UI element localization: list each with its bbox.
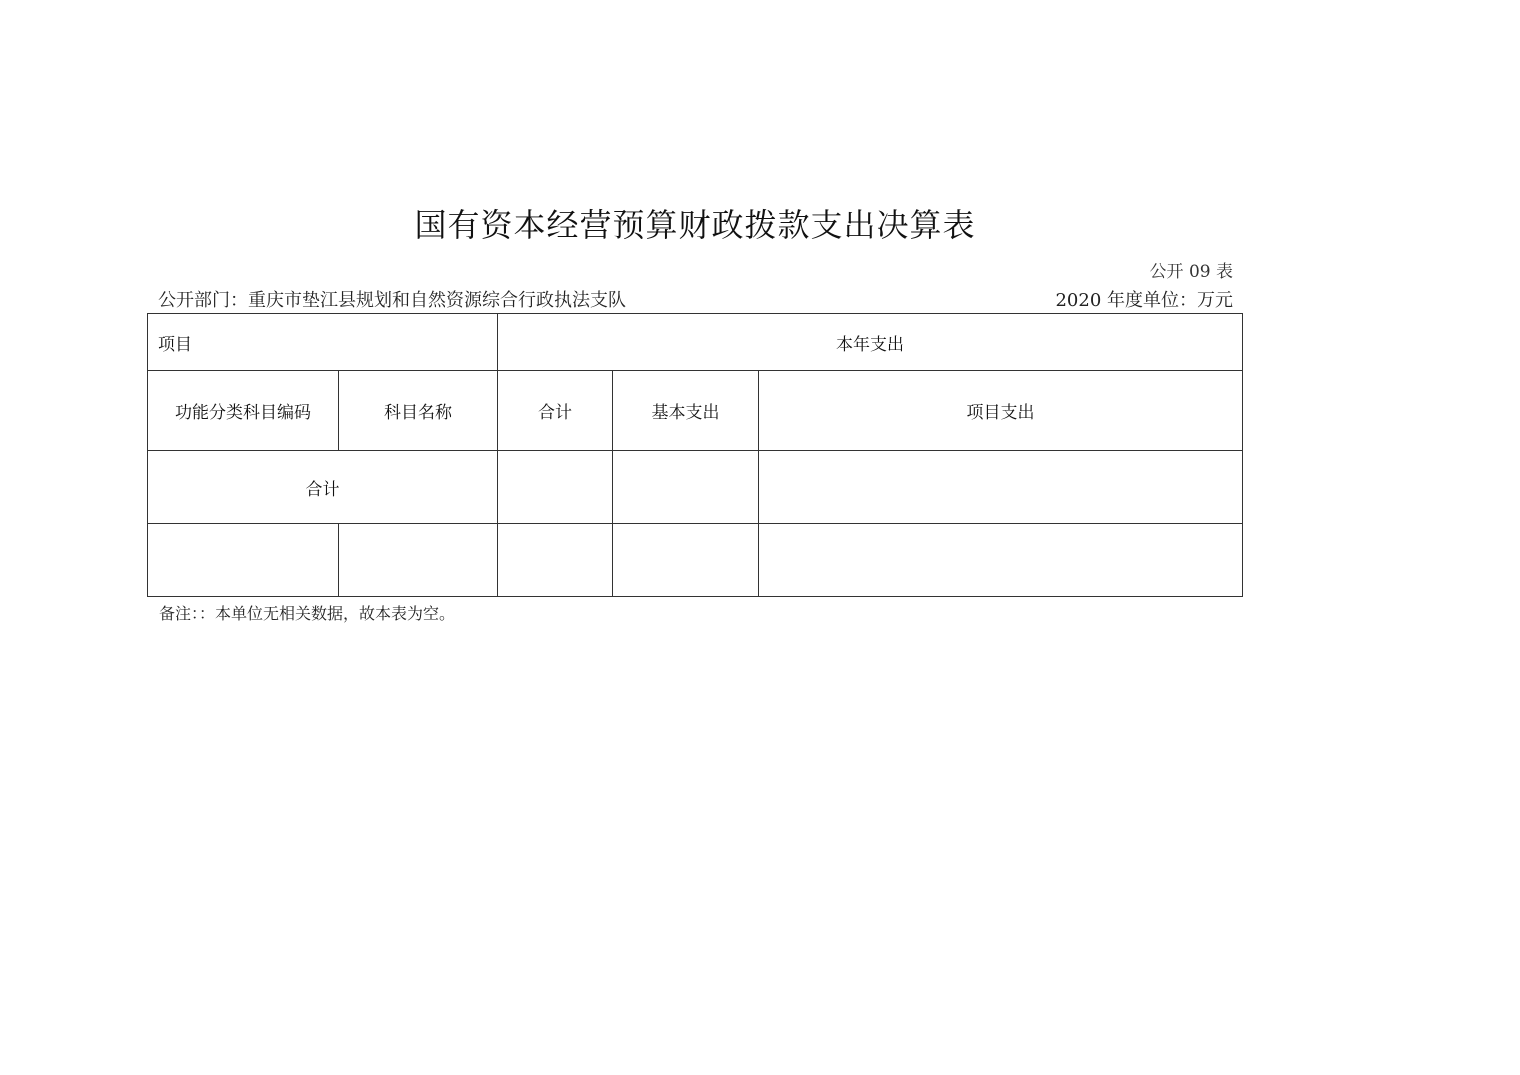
column-basic: 基本支出	[613, 371, 759, 451]
table-number: 公开 09 表	[1149, 262, 1233, 282]
document-title: 国有资本经营预算财政拨款支出决算表	[414, 206, 976, 244]
table-row	[148, 524, 1243, 597]
header-row-1	[148, 314, 1243, 371]
total-value	[498, 451, 613, 524]
row-project-cell	[759, 524, 1243, 597]
row-code-cell	[148, 524, 339, 597]
total-basic-value	[613, 451, 759, 524]
row-name-cell	[339, 524, 498, 597]
column-name: 科目名称	[339, 371, 498, 451]
expense-table	[147, 313, 1243, 597]
row-basic-cell	[613, 524, 759, 597]
department-label: 公开部门：重庆市垫江县规划和自然资源综合行政执法支队	[158, 290, 626, 311]
row-total-cell	[498, 524, 613, 597]
column-code: 功能分类科目编码	[148, 371, 339, 451]
header-current-year-expense: 本年支出	[498, 314, 1243, 371]
header-item: 项目	[148, 314, 498, 371]
header-row-2	[148, 371, 1243, 451]
column-project: 项目支出	[759, 371, 1243, 451]
column-total: 合计	[498, 371, 613, 451]
total-label: 合计	[148, 451, 498, 524]
total-project-value	[759, 451, 1243, 524]
total-row	[148, 451, 1243, 524]
year-unit-label: 2020 年度单位：万元	[1055, 290, 1233, 311]
footnote: 备注：：本单位无相关数据，故本表为空。	[159, 604, 456, 623]
